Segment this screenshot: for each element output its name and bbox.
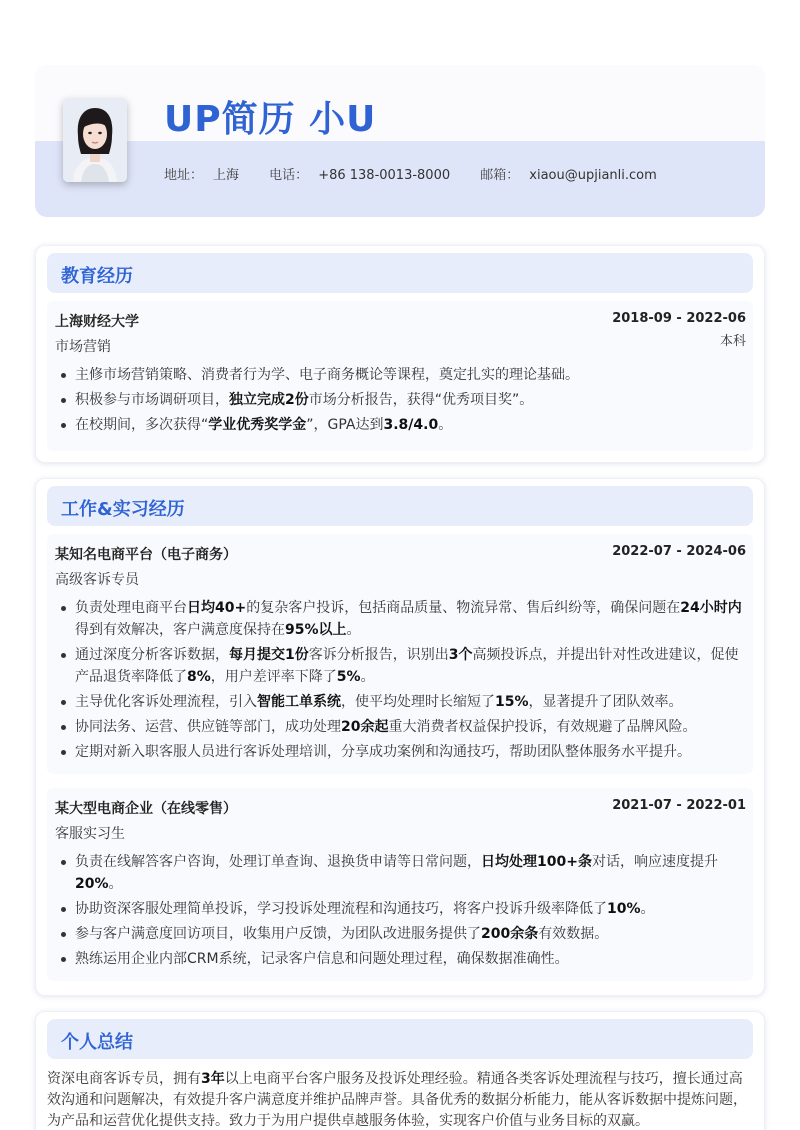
bullet-item: 参与客户满意度回访项目，收集用户反馈，为团队改进服务提供了200余条有效数据。 [55, 923, 745, 945]
bullet-item: 协助资深客服处理简单投诉，学习投诉处理流程和沟通技巧，将客户投诉升级率降低了10%。 [55, 898, 745, 920]
job-bullets [55, 851, 745, 973]
bullet-item: 协同法务、运营、供应链等部门，成功处理20余起重大消费者权益保护投诉，有效规避了品牌风险。 [55, 716, 745, 738]
contact-info [164, 164, 683, 183]
email-value: xiaou@upjianli.com [529, 168, 657, 183]
bullet-item: 主导优化客诉处理流程，引入智能工单系统，使平均处理时长缩短了15%，显著提升了团队效率。 [55, 691, 745, 713]
bullet-item: 负责处理电商平台日均40+的复杂客户投诉，包括商品质量、物流异常、售后纠纷等，确保问题在24小时内得到有效解决，客户满意度保持在95%以上。 [55, 597, 745, 641]
resume-header [35, 65, 765, 217]
job-role: 客服实习生 [55, 826, 125, 842]
address-info [164, 164, 239, 183]
bullet-item: 定期对新入职客服人员进行客诉处理培训，分享成功案例和沟通技巧，帮助团队整体服务水平提升。 [55, 741, 745, 763]
summary-text: 资深电商客诉专员，拥有3年以上电商平台客户服务及投诉处理经验。精通各类客诉处理流程与技巧，擅长通过高效沟通和问题解决，有效提升客户满意度并维护品牌声誉。具备优秀的数据分析能力，能从客诉数据中提炼问题，为产品和运营优化提供支持。致力于为用户提供卓越服务体验，实现客户价值与业务目标的双赢。 [47, 1071, 747, 1129]
bullet-item: 通过深度分析客诉数据，每月提交1份客诉分析报告，识别出3个高频投诉点，并提出针对性改进建议，促使产品退货率降低了8%，用户差评率下降了5%。 [55, 644, 745, 688]
phone-value: +86 138-0013-8000 [318, 168, 451, 183]
company-name: 某知名电商平台（电子商务） [55, 547, 237, 563]
education-section [35, 245, 765, 463]
education-entry [47, 301, 753, 451]
job-entry [47, 534, 753, 774]
candidate-name: UP简历 小U [164, 99, 377, 140]
job-date: 2021-07 - 2022-01 [612, 798, 746, 813]
major: 市场营销 [55, 339, 111, 355]
section-title: 工作&实习经历 [61, 499, 185, 520]
bullet-item: 积极参与市场调研项目，独立完成2份市场分析报告，获得“优秀项目奖”。 [55, 389, 745, 411]
bullet-item: 熟练运用企业内部CRM系统，记录客户信息和问题处理过程，确保数据准确性。 [55, 948, 745, 970]
section-title: 教育经历 [61, 266, 133, 287]
job-role: 高级客诉专员 [55, 572, 139, 588]
education-bullets [55, 364, 745, 439]
phone-label: 电话： [269, 168, 309, 183]
bullet-item: 主修市场营销策略、消费者行为学、电子商务概论等课程，奠定扎实的理论基础。 [55, 364, 745, 386]
header-top-band [35, 65, 765, 141]
section-title: 个人总结 [61, 1032, 133, 1053]
school-name: 上海财经大学 [55, 314, 139, 330]
summary-section [35, 1011, 765, 1130]
job-date: 2022-07 - 2024-06 [612, 544, 746, 559]
address-label: 地址： [164, 168, 204, 183]
education-date: 2018-09 - 2022-06 [612, 311, 746, 326]
work-section [35, 478, 765, 996]
email-label: 邮箱： [480, 168, 520, 183]
summary-header [47, 1019, 753, 1059]
phone-info [269, 164, 450, 183]
bullet-item: 在校期间，多次获得“学业优秀奖学金”，GPA达到3.8/4.0。 [55, 414, 745, 436]
address-value: 上海 [213, 168, 240, 183]
job-entry [47, 788, 753, 981]
bullet-item: 负责在线解答客户咨询，处理订单查询、退换货申请等日常问题，日均处理100+条对话，响应速度提升20%。 [55, 851, 745, 895]
email-info [480, 164, 657, 183]
work-header [47, 486, 753, 526]
degree: 本科 [719, 334, 746, 349]
avatar-photo [63, 98, 127, 182]
education-header [47, 253, 753, 293]
avatar [63, 98, 127, 182]
job-bullets [55, 597, 745, 766]
company-name: 某大型电商企业（在线零售） [55, 801, 237, 817]
